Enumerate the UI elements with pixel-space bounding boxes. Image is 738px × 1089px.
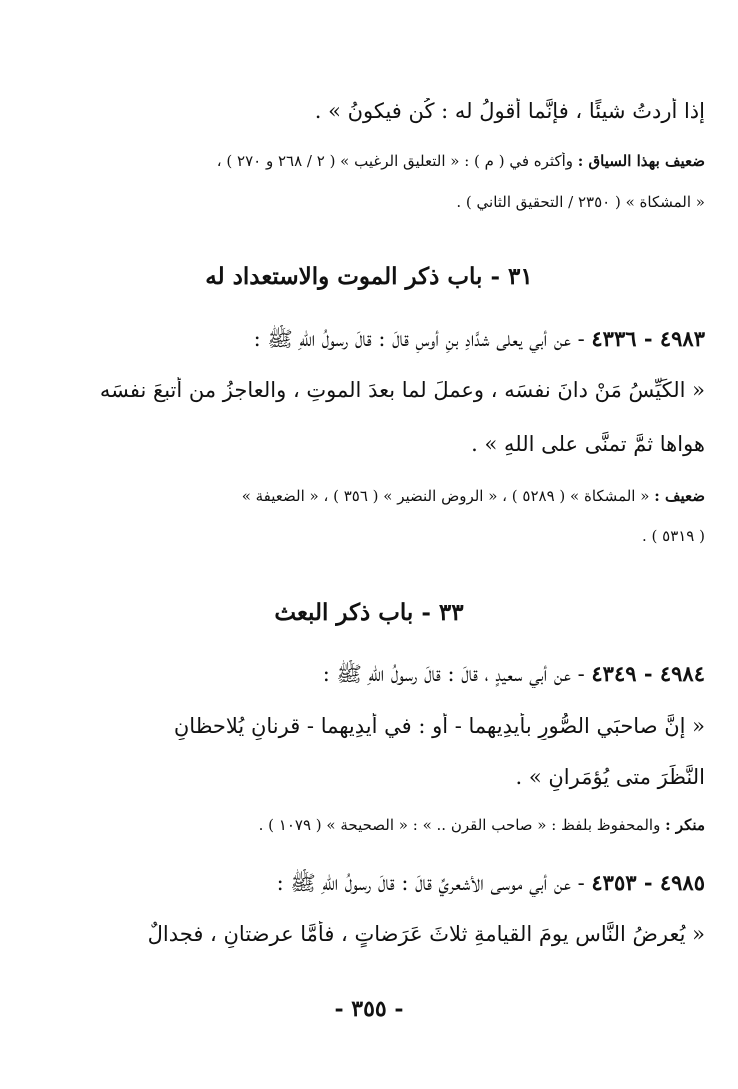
hadith-isnad: - عن أبي سعيدٍ ، قالَ : قالَ رسولُ اللهِ ﷺ : bbox=[322, 662, 592, 686]
hadith-text-line: هواها ثمَّ تمنَّى على اللهِ » . bbox=[471, 432, 705, 456]
grading-label: ضعيف بهذا السياق : bbox=[577, 152, 705, 170]
hadith-header bbox=[33, 325, 705, 353]
hadith-text-line: النَّظَرَ متى يُؤمَرانِ » . bbox=[515, 765, 705, 789]
grading-label: ضعيف : bbox=[654, 487, 705, 505]
page-number: - ٣٥٥ - bbox=[334, 996, 404, 1022]
grading-text: « المشكاة » ( ٥٢٨٩ ) ، « الروض النضير » ( ٣٥٦ ) ، « الضعيفة » bbox=[241, 487, 655, 505]
grading-text: وأكثره في ( م ) : « التعليق الرغيب » ( ٢ / ٢٦٨ و ٢٧٠ ) ، bbox=[216, 152, 578, 170]
hadith-number: ٤٩٨٤ - ٤٣٤٩ bbox=[591, 661, 705, 686]
grading-note bbox=[33, 487, 705, 507]
hadith-header bbox=[33, 869, 705, 897]
chapter-heading: ٣١ - باب ذكر الموت والاستعداد له bbox=[205, 263, 533, 290]
hadith-number: ٤٩٨٣ - ٤٣٣٦ bbox=[591, 326, 705, 351]
chapter-heading: ٣٣ - باب ذكر البعث bbox=[274, 599, 464, 626]
hadith-header bbox=[33, 660, 705, 688]
grading-text: والمحفوظ بلفظ : « صاحب القرن .. » : « الصحيحة » ( ١٠٧٩ ) . bbox=[258, 816, 666, 834]
grading-note-continued: ( ٥٣١٩ ) . bbox=[641, 527, 705, 545]
hadith-text-line: « إنَّ صاحبَي الصُّورِ بأيدِيهما - أو : في أيدِيهما - قرنانِ يُلاحظانِ bbox=[173, 714, 705, 738]
grading-label: منكر : bbox=[665, 816, 705, 834]
hadith-text-line: « يُعرضُ النَّاس يومَ القيامةِ ثلاثَ عَرَضاتٍ ، فأمَّا عرضتانِ ، فجدالٌ bbox=[147, 922, 705, 946]
hadith-text-line: إذا أردتُ شيئًا ، فإنَّما أقولُ له : كُن فيكونُ » . bbox=[314, 99, 705, 123]
hadith-isnad: - عن أبي موسى الأشعريِّ قالَ : قالَ رسولُ اللهِ ﷺ : bbox=[276, 871, 592, 895]
grading-note-continued: « المشكاة » ( ٢٣٥٠ / التحقيق الثاني ) . bbox=[456, 193, 705, 211]
hadith-text-line: « الكَيِّسُ مَنْ دانَ نفسَه ، وعملَ لما بعدَ الموتِ ، والعاجزُ من أتبعَ نفسَه bbox=[99, 378, 705, 402]
grading-note bbox=[33, 816, 705, 836]
hadith-isnad: - عن أبي يعلى شدَّادِ بنِ أوسٍ قالَ : قالَ رسولُ اللهِ ﷺ : bbox=[253, 327, 592, 351]
hadith-number: ٤٩٨٥ - ٤٣٥٣ bbox=[591, 870, 705, 895]
grading-note bbox=[33, 152, 705, 172]
